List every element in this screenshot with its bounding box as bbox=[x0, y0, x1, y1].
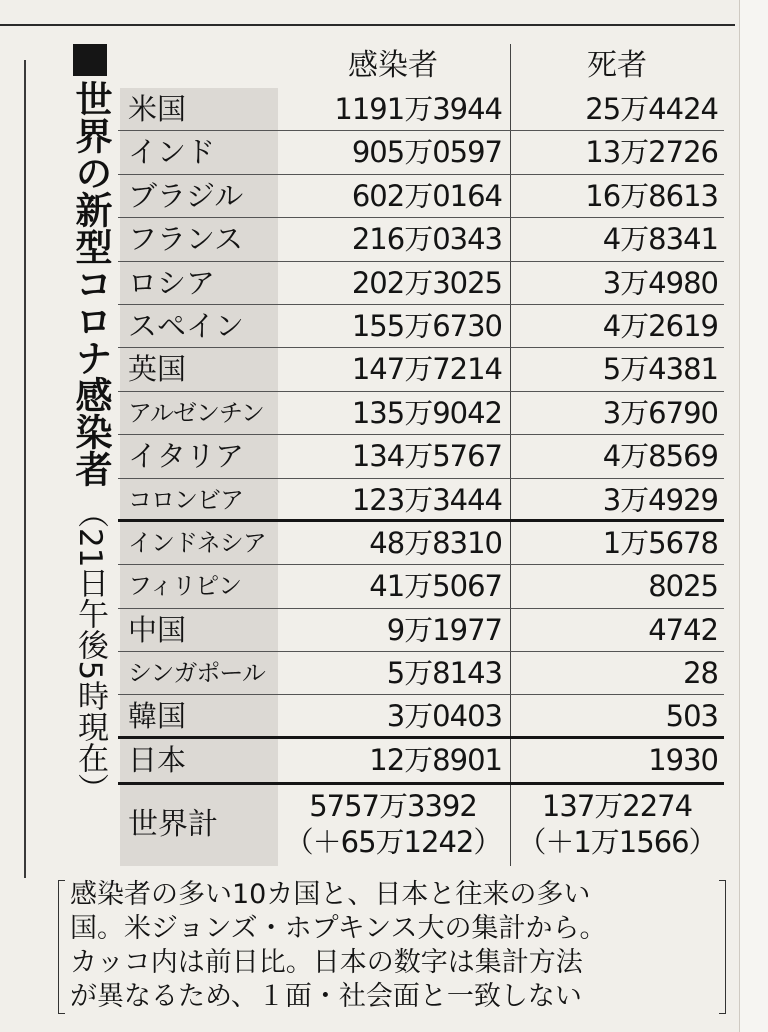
deaths-value: 8025 bbox=[648, 569, 718, 604]
table-row bbox=[118, 175, 724, 218]
note-bracket-left bbox=[58, 880, 65, 1014]
table-row bbox=[118, 392, 724, 435]
page-subtitle: （21日午後5時現在） bbox=[72, 497, 108, 805]
deaths-value: 3万4929 bbox=[602, 482, 718, 517]
infected-value: 216万0343 bbox=[351, 222, 502, 257]
note-line: が異なるため、１面・社会面と一致しない bbox=[70, 981, 582, 1012]
table-row bbox=[118, 435, 724, 478]
deaths-value: 13万2726 bbox=[585, 135, 718, 170]
header-deaths: 死者 bbox=[587, 48, 647, 83]
country-name: インド bbox=[128, 135, 216, 170]
header-blank bbox=[118, 44, 276, 88]
total-row bbox=[118, 782, 724, 862]
total-infected bbox=[276, 785, 510, 862]
table-row bbox=[118, 262, 724, 305]
title-square-icon bbox=[73, 44, 107, 76]
table-row bbox=[118, 218, 724, 261]
page-title: 世界の新型コロナ感染者 bbox=[69, 80, 112, 487]
deaths-value: 3万4980 bbox=[602, 265, 718, 300]
infected-value: 135万9042 bbox=[351, 395, 502, 430]
total-deaths-change: （＋1万1566） bbox=[517, 824, 717, 859]
footnote bbox=[58, 876, 726, 1018]
deaths-value: 5万4381 bbox=[602, 352, 718, 387]
country-name: ブラジル bbox=[128, 178, 244, 213]
left-frame-rule bbox=[24, 60, 26, 878]
country-name: インドネシア bbox=[128, 528, 266, 557]
total-infected-value: 5757万3392 bbox=[309, 788, 477, 823]
infected-value: 602万0164 bbox=[351, 178, 502, 213]
country-name: 日本 bbox=[128, 742, 187, 777]
deaths-value: 3万6790 bbox=[602, 395, 718, 430]
country-name: ロシア bbox=[128, 265, 216, 300]
table-header bbox=[118, 44, 724, 88]
table-row bbox=[118, 131, 724, 174]
infected-value: 155万6730 bbox=[351, 308, 502, 343]
infected-value: 5万8143 bbox=[386, 656, 502, 691]
infected-value: 9万1977 bbox=[386, 612, 502, 647]
country-name: 英国 bbox=[128, 352, 187, 387]
deaths-value: 503 bbox=[665, 699, 718, 734]
note-line: 感染者の多い10カ国と、日本と往来の多い bbox=[70, 879, 591, 910]
page-edge bbox=[739, 0, 768, 1032]
deaths-value: 1930 bbox=[648, 742, 718, 777]
infection-table bbox=[118, 44, 724, 862]
country-name: 米国 bbox=[128, 92, 187, 126]
country-name: フィリピン bbox=[128, 572, 242, 601]
infected-value: 48万8310 bbox=[369, 525, 502, 560]
table-row bbox=[118, 479, 724, 522]
table-row bbox=[118, 88, 724, 131]
table-row bbox=[118, 739, 724, 782]
deaths-value: 16万8613 bbox=[585, 178, 718, 213]
deaths-value: 4万2619 bbox=[602, 308, 718, 343]
country-name: フランス bbox=[128, 222, 244, 257]
table-row bbox=[118, 305, 724, 348]
table-row bbox=[118, 652, 724, 695]
table-row bbox=[118, 565, 724, 608]
top-rule bbox=[0, 24, 735, 26]
deaths-value: 4万8341 bbox=[602, 222, 718, 257]
country-name: アルゼンチン bbox=[128, 398, 264, 427]
table-row bbox=[118, 348, 724, 391]
header-infected: 感染者 bbox=[348, 48, 438, 83]
infected-value: 41万5067 bbox=[369, 569, 502, 604]
table-row bbox=[118, 522, 724, 565]
infected-value: 134万5767 bbox=[351, 439, 502, 474]
deaths-value: 1万5678 bbox=[602, 525, 718, 560]
country-name: スペイン bbox=[128, 308, 245, 343]
infected-value: 1191万3944 bbox=[334, 92, 502, 126]
country-name: シンガポール bbox=[128, 659, 265, 688]
total-label: 世界計 bbox=[128, 807, 218, 843]
total-deaths bbox=[510, 785, 724, 862]
note-line: カッコ内は前日比。日本の数字は集計方法 bbox=[70, 947, 583, 978]
total-deaths-value: 137万2274 bbox=[541, 788, 693, 823]
table-row bbox=[118, 609, 724, 652]
total-infected-change: （＋65万1242） bbox=[284, 824, 502, 859]
country-name: コロンビア bbox=[128, 485, 243, 514]
infected-value: 12万8901 bbox=[369, 742, 502, 777]
deaths-value: 4742 bbox=[648, 612, 718, 647]
deaths-value: 28 bbox=[683, 656, 718, 691]
table-row bbox=[118, 695, 724, 738]
country-name: イタリア bbox=[128, 439, 245, 474]
note-bracket-right bbox=[719, 880, 726, 1014]
country-name: 中国 bbox=[128, 612, 187, 647]
deaths-value: 4万8569 bbox=[602, 439, 718, 474]
infected-value: 123万3444 bbox=[351, 482, 502, 517]
vertical-title bbox=[66, 44, 114, 804]
infected-value: 202万3025 bbox=[351, 265, 502, 300]
deaths-value: 25万4424 bbox=[585, 92, 718, 126]
infected-value: 905万0597 bbox=[351, 135, 502, 170]
country-name: 韓国 bbox=[128, 699, 187, 734]
infected-value: 3万0403 bbox=[386, 699, 502, 734]
infected-value: 147万7214 bbox=[351, 352, 502, 387]
note-line: 国。米ジョンズ・ホプキンス大の集計から。 bbox=[70, 913, 607, 944]
